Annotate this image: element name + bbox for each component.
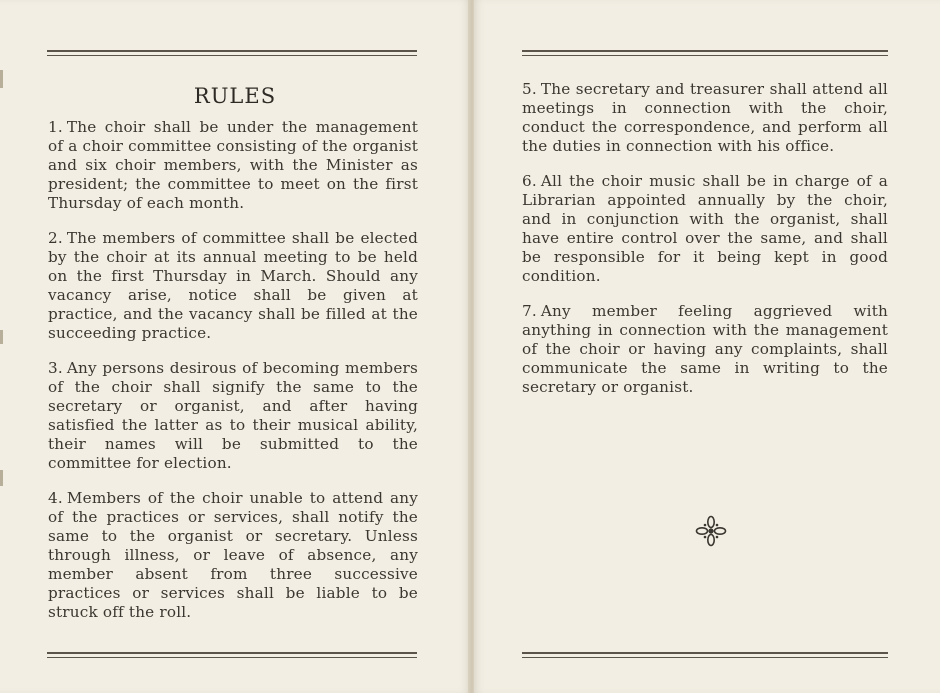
rule-number: 5.	[522, 80, 537, 98]
rule-text: The choir shall be under the management of a choir committee consisting of the organist and six choir members, with the Minister as president; the committee to meet on the first Thursday of each month.	[48, 118, 418, 212]
top-double-rule	[47, 50, 417, 56]
page-edge-mark	[0, 470, 3, 486]
page-edge-mark	[0, 330, 3, 344]
bottom-double-rule	[522, 652, 888, 658]
rule-number: 1.	[48, 118, 63, 136]
top-double-rule	[522, 50, 888, 56]
fleuron-icon	[693, 513, 729, 549]
rule-text: Members of the choir unable to attend any of the practices or services, shall notify the same to the organist or secretary. Unless through illness, or leave of absence, any member absent from three successive practices or services shall be liable to be struck off the roll.	[48, 489, 418, 621]
rule-item	[48, 229, 418, 343]
page-title: RULES	[193, 84, 277, 108]
rule-item	[522, 172, 888, 286]
rule-text: Any member feeling aggrieved with anything in connection with the management of the choir or having any complaints, shall communicate the same in writing to the secretary or organist.	[522, 302, 888, 396]
rule-item	[48, 359, 418, 473]
rule-item	[48, 489, 418, 622]
rule-number: 7.	[522, 302, 537, 320]
rule-number: 4.	[48, 489, 63, 507]
bottom-double-rule	[47, 652, 417, 658]
left-rules-column	[48, 118, 418, 638]
rule-item	[48, 118, 418, 213]
rule-text: All the choir music shall be in charge of a Librarian appointed annually by the choir, and in conjunction with the organist, shall have entire control over the same, and shall be responsible for it being kept in good condition.	[522, 172, 888, 285]
right-rules-column	[522, 80, 888, 413]
rule-number: 2.	[48, 229, 63, 247]
rule-text: The secretary and treasurer shall attend all meetings in connection with the choir, conduct the correspondence, and perform all the duties in connection with his office.	[522, 80, 888, 155]
rule-number: 3.	[48, 359, 63, 377]
rule-item	[522, 302, 888, 397]
rule-item	[522, 80, 888, 156]
rule-number: 6.	[522, 172, 537, 190]
rule-text: Any persons desirous of becoming members of the choir shall signify the same to the secretary or organist, and after having satisfied the latter as to their musical ability, their names will be submitted to the committee for election.	[48, 359, 418, 472]
rule-text: The members of committee shall be elected by the choir at its annual meeting to be held on the first Thursday in March. Should any vacancy arise, notice shall be given at practice, and the vacancy shall be filled at the succeeding practice.	[48, 229, 418, 342]
